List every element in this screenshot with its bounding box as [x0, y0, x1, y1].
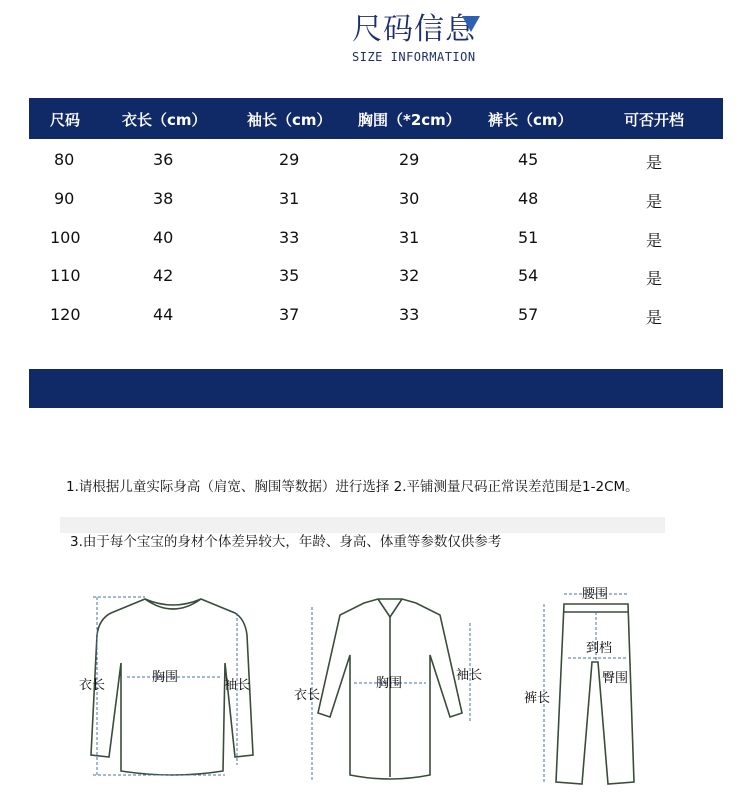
cell-length: 36	[153, 150, 174, 169]
triangle-down-icon	[462, 16, 480, 32]
cell-size: 80	[54, 150, 75, 169]
pants-length-label: 裤长	[524, 691, 551, 706]
pants-diagram	[520, 582, 650, 792]
cell-pants: 45	[518, 150, 539, 169]
column-header-sleeve: 袖长（cm）	[247, 111, 332, 129]
column-header-length: 衣长（cm）	[122, 111, 207, 129]
cell-open-crotch: 是	[646, 153, 663, 172]
column-header-open-crotch: 可否开档	[624, 111, 685, 129]
cell-pants: 54	[518, 266, 539, 285]
cell-pants: 48	[518, 189, 539, 208]
pants-hip-label: 臀围	[602, 671, 629, 686]
shirt-diagram	[290, 595, 490, 790]
pants-crotch-label: 到档	[586, 641, 613, 656]
sweater-chest-label: 胸围	[152, 670, 179, 685]
shirt-chest-label: 胸围	[376, 676, 403, 691]
cell-chest: 32	[399, 266, 420, 285]
sweater-diagram	[75, 585, 270, 785]
cell-chest: 33	[399, 305, 420, 324]
cell-size: 120	[50, 305, 81, 324]
note-line-2: 3.由于每个宝宝的身材个体差异较大，年龄、身高、体重等参数仅供参考	[70, 534, 502, 550]
cell-chest: 30	[399, 189, 420, 208]
shirt-length-label: 衣长	[294, 688, 321, 703]
sweater-sleeve-label: 袖长	[224, 678, 251, 693]
column-header-pants: 裤长（cm）	[488, 111, 573, 129]
cell-length: 38	[153, 189, 174, 208]
column-header-size: 尺码	[50, 111, 81, 129]
cell-size: 90	[54, 189, 75, 208]
cell-pants: 57	[518, 305, 539, 324]
column-header-chest: 胸围（*2cm）	[358, 111, 461, 129]
sweater-length-label: 衣长	[79, 678, 106, 693]
shirt-sleeve-label: 袖长	[456, 668, 483, 683]
cell-size: 100	[50, 228, 81, 247]
page-subtitle: SIZE INFORMATION	[352, 50, 476, 64]
cell-length: 44	[153, 305, 174, 324]
cell-chest: 29	[399, 150, 420, 169]
cell-size: 110	[50, 266, 81, 285]
cell-open-crotch: 是	[646, 231, 663, 250]
cell-chest: 31	[399, 228, 420, 247]
note-line-1: 1.请根据儿童实际身高（肩宽、胸围等数据）进行选择 2.平铺测量尺码正常误差范围是1-2CM。	[66, 479, 639, 495]
cell-sleeve: 29	[279, 150, 300, 169]
cell-open-crotch: 是	[646, 269, 663, 288]
cell-length: 42	[153, 266, 174, 285]
cell-pants: 51	[518, 228, 539, 247]
cell-sleeve: 33	[279, 228, 300, 247]
cell-sleeve: 35	[279, 266, 300, 285]
cell-sleeve: 31	[279, 189, 300, 208]
page-title: 尺码信息	[352, 12, 476, 47]
cell-length: 40	[153, 228, 174, 247]
pants-waist-label: 腰围	[582, 587, 609, 602]
cell-sleeve: 37	[279, 305, 300, 324]
cell-open-crotch: 是	[646, 192, 663, 211]
cell-open-crotch: 是	[646, 308, 663, 327]
table-footer-band	[29, 369, 723, 408]
